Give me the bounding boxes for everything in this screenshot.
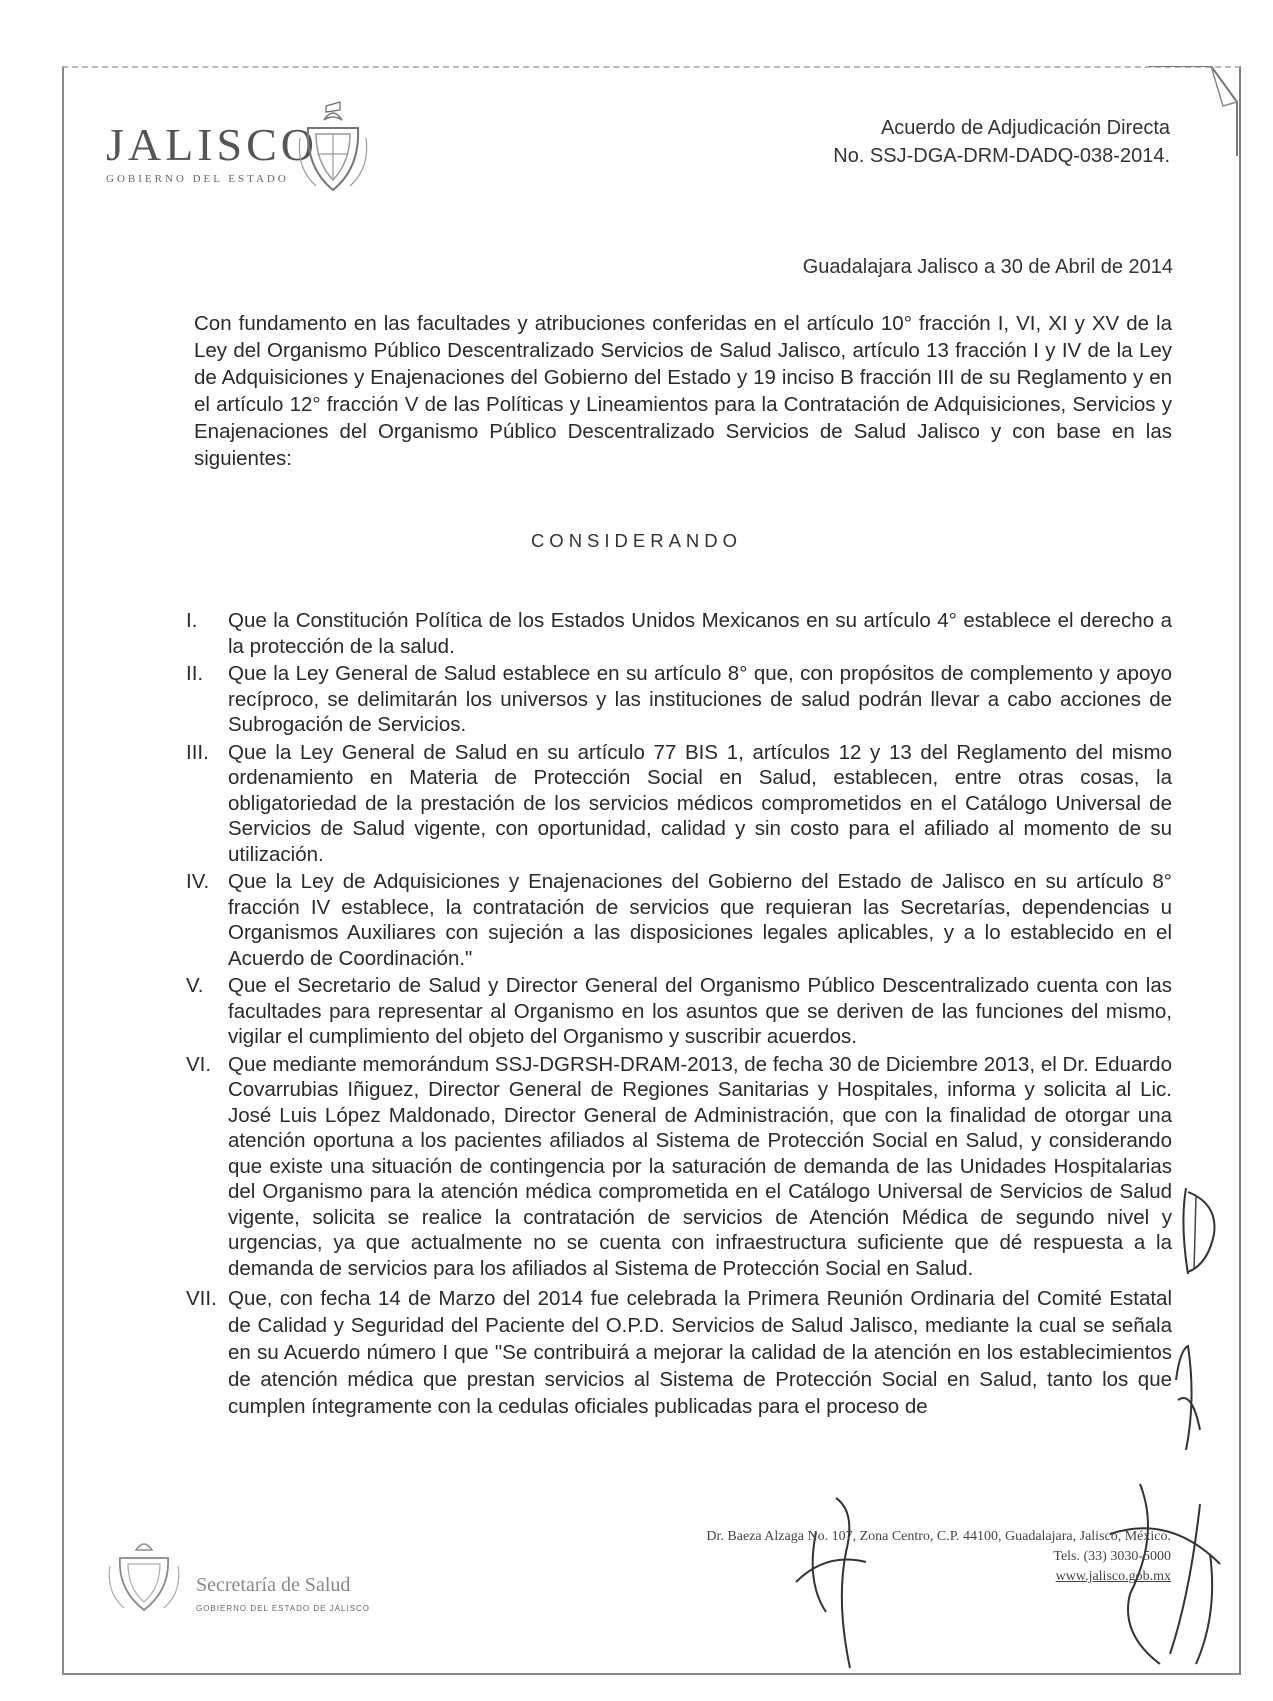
footer-phone: Tels. (33) 3030-5000: [1053, 1549, 1171, 1564]
list-item: [186, 740, 1172, 868]
list-item: [186, 1285, 1172, 1420]
item-number: VII.: [186, 1287, 217, 1310]
document-number: No. SSJ-DGA-DRM-DADQ-038-2014.: [833, 145, 1170, 167]
jalisco-logo: JALISCO: [106, 119, 319, 170]
list-item: [186, 973, 1172, 1050]
item-number: I.: [186, 609, 198, 632]
item-number: III.: [186, 740, 209, 764]
item-text: Que la Constitución Política de los Estados Unidos Mexicanos en su artículo 4° establece el derecho a la protección de la salud.: [228, 609, 1172, 658]
footer-address: Dr. Baeza Alzaga No. 107, Zona Centro, C.P. 44100, Guadalajara, Jalisco, México.: [706, 1529, 1171, 1544]
intro-paragraph: Con fundamento en las facultades y atribuciones conferidas en el artículo 10° fracción I, VI, XI y XV de la Ley del Organismo Público Descentralizado Servicios de Salud Jalisco, artículo 13 fracción I y IV de la Ley de Adquisiciones y Enajenaciones del Gobierno del Estado y 19 inciso B fracción III de su Reglamento y en el artículo 12° fracción V de las Políticas y Lineamientos para la Contratación de Adquisiciones, Servicios y Enajenaciones del Organismo Público Descentralizado Servicios de Salud Jalisco y con base en las siguientes:: [194, 312, 1172, 470]
item-text: Que mediante memorándum SSJ-DGRSH-DRAM-2013, de fecha 30 de Diciembre 2013, el Dr. Eduardo Covarrubias Iñiguez, Director General de Regiones Sanitarias y Hospitales, informa y solicita al Lic. José Luis López Maldonado, Director General de Administración, que con la finalidad de otorgar una atención oportuna a los pacientes afiliados al Sistema de Protección Social en Salud, y considerando que existe una situación de contingencia por la saturación de demanda de las Unidades Hospitalarias del Organismo para la atención médica comprometida en el Catálogo Universal de Servicios de Salud vigente, solicita se realice la contratación de servicios de Atención Médica de segundo nivel y urgencias, ya que actualmente no se cuenta con infraestructura suficiente que dé respuesta a la demanda de servicios para los afiliados al Sistema de Protección Social en Salud.: [228, 1052, 1172, 1280]
item-text: Que, con fecha 14 de Marzo del 2014 fue celebrada la Primera Reunión Ordinaria del Comité Estatal de Calidad y Seguridad del Paciente del O.P.D. Servicios de Salud Jalisco, mediante la cual se señala en su Acuerdo número I que "Se contribuirá a mejorar la calidad de la atención en los establecimientos de atención médica que prestan servicios al Sistema de Protección Social en Salud, tanto los que cumplen íntegramente con la cedulas oficiales publicadas para el proceso de: [228, 1287, 1172, 1418]
secretaria-salud-text: Secretaría de Salud: [196, 1574, 351, 1596]
section-title: CONSIDERANDO: [530, 530, 743, 551]
letterhead: [100, 110, 1180, 200]
jalisco-logo-subtitle: GOBIERNO DEL ESTADO: [106, 173, 289, 185]
list-item: [186, 869, 1172, 971]
document-date: Guadalajara Jalisco a 30 de Abril de 2014: [802, 256, 1173, 278]
item-number: V.: [186, 974, 204, 997]
item-text: Que la Ley de Adquisiciones y Enajenaciones del Gobierno del Estado de Jalisco en su artículo 8° fracción IV establece, la contratación de servicios que requieran las Secretarías, dependencias u Organismos Auxiliares con sujeción a las disposiciones legales aplicables, y a lo establecido en el Acuerdo de Coordinación.": [228, 870, 1172, 970]
item-text: Que la Ley General de Salud establece en su artículo 8° que, con propósitos de complemento y apoyo recíproco, se delimitarán los universos y las instituciones de salud podrán llevar a cabo acciones de Subrogación de Servicios.: [228, 662, 1172, 736]
item-text: Que el Secretario de Salud y Director General del Organismo Público Descentralizado cuenta con las facultades para representar al Organismo en los asuntos que se deriven de las funciones del mismo, vigilar el cumplimiento del objeto del Organismo y suscribir acuerdos.: [228, 974, 1172, 1048]
footer-contact: [706, 1527, 1171, 1587]
document-reference: [833, 114, 1170, 170]
considerando-list: [186, 608, 1172, 1422]
secretaria-salud-subtitle: GOBIERNO DEL ESTADO DE JALISCO: [196, 1604, 371, 1613]
margin-signature: [1166, 1340, 1206, 1460]
coat-of-arms-icon: [296, 98, 370, 198]
document-type: Acuerdo de Adjudicación Directa: [880, 117, 1170, 139]
item-number: IV.: [186, 870, 210, 893]
item-text: Que la Ley General de Salud en su artículo 77 BIS 1, artículos 12 y 13 del Reglamento del mismo ordenamiento en Materia de Protección Social en Salud, establecen, entre otras cosas, la obligatoriedad de la prestación de los servicios médicos comprometidos en el Catálogo Universal de Servicios de Salud vigente, con oportunidad, calidad y sin costo para el afiliado al momento de su utilización.: [228, 740, 1172, 866]
footer-website-link[interactable]: www.jalisco.gob.mx: [1055, 1569, 1171, 1584]
margin-initials-signature: [1178, 1184, 1220, 1279]
coat-of-arms-icon: [104, 1536, 184, 1616]
item-number: VI.: [186, 1052, 212, 1076]
item-number: II.: [186, 662, 204, 685]
secretaria-salud-logo: [100, 1536, 400, 1616]
list-item: [186, 608, 1172, 659]
list-item: [186, 1052, 1172, 1282]
list-item: [186, 661, 1172, 738]
